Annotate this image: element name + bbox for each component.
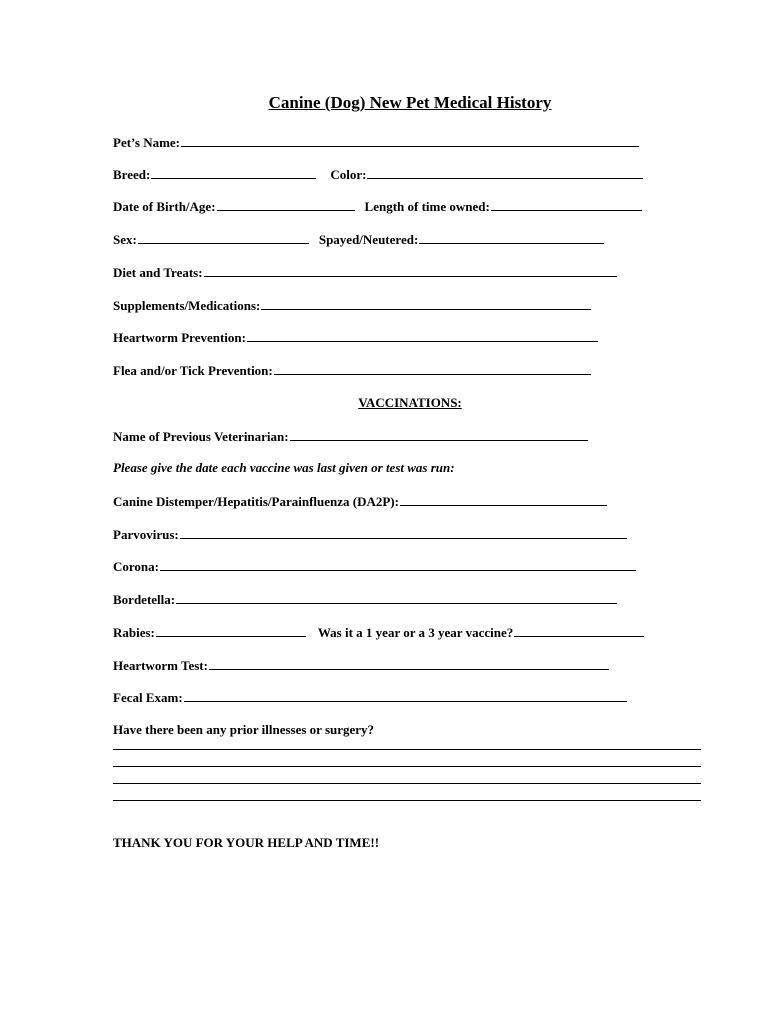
corona-row <box>113 558 636 575</box>
flea-tick-row <box>113 362 591 379</box>
sex-row <box>113 231 604 248</box>
vaccinations-heading: VACCINATIONS: <box>358 395 462 410</box>
da2p-label: Canine Distemper/Hepatitis/Parainfluenza (DA2P): <box>113 494 399 509</box>
diet-label: Diet and Treats: <box>113 265 203 280</box>
da2p-field[interactable] <box>400 493 607 506</box>
rabies-row <box>113 624 644 641</box>
dob-row <box>113 198 642 215</box>
rabies-type-field[interactable] <box>514 624 644 637</box>
spayed-label: Spayed/Neutered: <box>318 232 419 247</box>
pets-name-row <box>113 134 639 151</box>
heartworm-test-field[interactable] <box>209 657 609 670</box>
flea-tick-label: Flea and/or Tick Prevention: <box>113 363 273 378</box>
diet-field[interactable] <box>204 264 617 277</box>
form-title: Canine (Dog) New Pet Medical History <box>268 93 552 112</box>
parvo-label: Parvovirus: <box>113 527 179 542</box>
fecal-field[interactable] <box>184 689 627 702</box>
pets-name-field[interactable] <box>181 134 639 147</box>
bordetella-field[interactable] <box>176 591 617 604</box>
da2p-row <box>113 493 607 510</box>
history-line-3[interactable] <box>113 783 701 784</box>
rabies-type-group <box>318 624 644 641</box>
dob-group <box>113 198 355 215</box>
parvo-field[interactable] <box>180 526 627 539</box>
breed-label: Breed: <box>113 167 151 182</box>
rabies-label: Rabies: <box>113 625 155 640</box>
prev-vet-row <box>113 428 588 445</box>
breed-field[interactable] <box>151 166 316 179</box>
time-owned-group <box>365 198 642 215</box>
prev-vet-label: Name of Previous Veterinarian: <box>113 429 289 444</box>
pets-name-label: Pet’s Name: <box>113 135 181 150</box>
heartworm-test-row <box>113 657 609 674</box>
dob-label: Date of Birth/Age: <box>113 199 216 214</box>
rabies-field[interactable] <box>156 624 306 637</box>
dob-field[interactable] <box>217 198 355 211</box>
spayed-field[interactable] <box>419 231 604 244</box>
history-question: Have there been any prior illnesses or surgery? <box>113 722 375 737</box>
color-group <box>330 166 643 183</box>
supplements-row <box>113 297 591 314</box>
heartworm-prevention-row <box>113 329 598 346</box>
fecal-label: Fecal Exam: <box>113 690 183 705</box>
fecal-row <box>113 689 627 706</box>
time-owned-field[interactable] <box>491 198 642 211</box>
bordetella-row <box>113 591 617 608</box>
color-field[interactable] <box>367 166 643 179</box>
breed-group <box>113 166 316 183</box>
rabies-group <box>113 624 306 641</box>
history-question-row <box>113 722 374 738</box>
time-owned-label: Length of time owned: <box>364 199 490 214</box>
bordetella-label: Bordetella: <box>113 592 176 607</box>
parvo-row <box>113 526 627 543</box>
corona-field[interactable] <box>160 558 636 571</box>
sex-field[interactable] <box>138 231 309 244</box>
closing-message: THANK YOU FOR YOUR HELP AND TIME!! <box>113 835 380 850</box>
supplements-field[interactable] <box>261 297 591 310</box>
breed-color-row <box>113 166 643 183</box>
diet-row <box>113 264 617 281</box>
vaccine-instruction: Please give the date each vaccine was last given or test was run: <box>113 460 455 475</box>
heartworm-prevention-field[interactable] <box>247 329 598 342</box>
prev-vet-field[interactable] <box>290 428 588 441</box>
spayed-group <box>319 231 604 248</box>
heartworm-prevention-label: Heartworm Prevention: <box>113 330 246 345</box>
heartworm-test-label: Heartworm Test: <box>113 658 208 673</box>
history-line-2[interactable] <box>113 766 701 767</box>
sex-label: Sex: <box>113 232 137 247</box>
flea-tick-field[interactable] <box>274 362 591 375</box>
corona-label: Corona: <box>113 559 159 574</box>
sex-group <box>113 231 309 248</box>
color-label: Color: <box>330 167 367 182</box>
supplements-label: Supplements/Medications: <box>113 298 261 313</box>
history-line-4[interactable] <box>113 800 701 801</box>
rabies-type-label: Was it a 1 year or a 3 year vaccine? <box>317 625 514 640</box>
history-line-1[interactable] <box>113 749 701 750</box>
